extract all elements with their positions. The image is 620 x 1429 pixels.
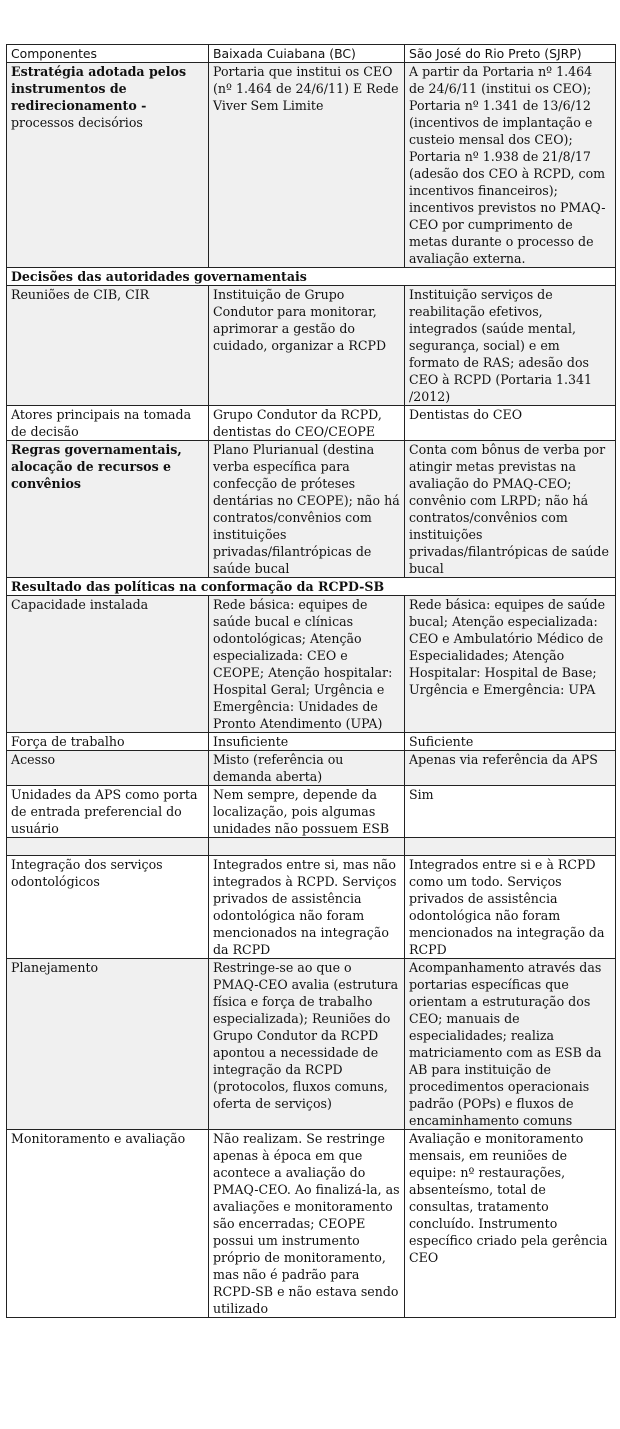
cell-bc: Rede básica: equipes de saúde bucal e clínicas odontológicas; Atenção especializada: CEO e CEOPE; Atenção hospitalar: Hospital Geral; Urgência e Emergência: Unidades de Pronto Atendimento (UPA) [209, 596, 405, 733]
cell-sjrp: Rede básica: equipes de saúde bucal; Atenção especializada: CEO e Ambulatório Médico de Especialidades; Atenção Hospitalar: Hospital de Base; Urgência e Emergência: UPA [405, 596, 616, 733]
table-row [7, 856, 616, 959]
cell-sjrp: Dentistas do CEO [405, 406, 616, 441]
row-label: Regras governamentais, alocação de recursos e convênios [7, 441, 209, 578]
row-label-rest: processos decisórios [11, 115, 143, 130]
cell-sjrp: Acompanhamento através das portarias específicas que orientam a estruturação dos CEO; manuais de especialidades; realiza matriciamento com as ESB da AB para instituição de procedimentos operacionais padrão (POPs) e fluxos de encaminhamento comuns [405, 959, 616, 1130]
cell-sjrp [405, 838, 616, 856]
comparison-table [6, 44, 616, 1318]
row-label: Integração dos serviços odontológicos [7, 856, 209, 959]
row-label: Acesso [7, 751, 209, 786]
table-row [7, 441, 616, 578]
cell-sjrp: Apenas via referência da APS [405, 751, 616, 786]
table-row [7, 63, 616, 268]
cell-bc: Nem sempre, depende da localização, pois algumas unidades não possuem ESB [209, 786, 405, 838]
row-label [7, 838, 209, 856]
cell-bc: Insuficiente [209, 733, 405, 751]
table-row [7, 786, 616, 838]
empty-row [7, 838, 616, 856]
table-row [7, 959, 616, 1130]
row-label: Atores principais na tomada de decisão [7, 406, 209, 441]
cell-sjrp: Integrados entre si e à RCPD como um todo. Serviços privados de assistência odontológica não foram mencionados na integração da RCPD [405, 856, 616, 959]
cell-bc: Portaria que institui os CEO (nº 1.464 de 24/6/11) E Rede Viver Sem Limite [209, 63, 405, 268]
cell-bc [209, 838, 405, 856]
cell-sjrp: Avaliação e monitoramento mensais, em reuniões de equipe: nº restaurações, absenteísmo, total de consultas, tratamento concluído. Instrumento específico criado pela gerência CEO [405, 1130, 616, 1318]
table-row [7, 596, 616, 733]
row-label: Planejamento [7, 959, 209, 1130]
row-label: Unidades da APS como porta de entrada preferencial do usuário [7, 786, 209, 838]
table-row [7, 751, 616, 786]
section-row [7, 268, 616, 286]
cell-bc: Misto (referência ou demanda aberta) [209, 751, 405, 786]
table-row [7, 406, 616, 441]
cell-bc: Não realizam. Se restringe apenas à época em que acontece a avaliação do PMAQ-CEO. Ao finalizá-la, as avaliações e monitoramento são encerradas; CEOPE possui um instrumento próprio de monitoramento, mas não é padrão para RCPD-SB e não estava sendo utilizado [209, 1130, 405, 1318]
header-baixada-cuiabana: Baixada Cuiabana (BC) [209, 45, 405, 63]
cell-bc: Restringe-se ao que o PMAQ-CEO avalia (estrutura física e força de trabalho especializada); Reuniões do Grupo Condutor da RCPD apontou a necessidade de integração da RCPD (protocolos, fluxos comuns, oferta de serviços) [209, 959, 405, 1130]
section-title: Decisões das autoridades governamentais [7, 268, 616, 286]
table-row [7, 1130, 616, 1318]
section-title: Resultado das políticas na conformação da RCPD-SB [7, 578, 616, 596]
cell-bc: Integrados entre si, mas não integrados à RCPD. Serviços privados de assistência odontológica não foram mencionados na integração da RCPD [209, 856, 405, 959]
section-row [7, 578, 616, 596]
cell-bc: Instituição de Grupo Condutor para monitorar, aprimorar a gestão do cuidado, organizar a RCPD [209, 286, 405, 406]
row-label: Força de trabalho [7, 733, 209, 751]
row-label: Monitoramento e avaliação [7, 1130, 209, 1318]
cell-sjrp: Suficiente [405, 733, 616, 751]
row-label: Reuniões de CIB, CIR [7, 286, 209, 406]
table-header-row [7, 45, 616, 63]
table-row [7, 286, 616, 406]
row-label: Capacidade instalada [7, 596, 209, 733]
cell-sjrp: Sim [405, 786, 616, 838]
row-label [7, 63, 209, 268]
table-row [7, 733, 616, 751]
cell-sjrp: A partir da Portaria nº 1.464 de 24/6/11 (institui os CEO); Portaria nº 1.341 de 13/6/12 (incentivos de implantação e custeio mensal dos CEO); Portaria nº 1.938 de 21/8/17 (adesão dos CEO à RCPD, com incentivos financeiros); incentivos previstos no PMAQ-CEO por cumprimento de metas durante o processo de avaliação externa. [405, 63, 616, 268]
cell-bc: Grupo Condutor da RCPD, dentistas do CEO/CEOPE [209, 406, 405, 441]
header-sao-jose-rio-preto: São José do Rio Preto (SJRP) [405, 45, 616, 63]
cell-sjrp: Instituição serviços de reabilitação efetivos, integrados (saúde mental, segurança, social) e em formato de RAS; adesão dos CEO à RCPD (Portaria 1.341 /2012) [405, 286, 616, 406]
row-label-bold: Estratégia adotada pelos instrumentos de redirecionamento - [11, 64, 187, 113]
cell-bc: Plano Plurianual (destina verba específica para confecção de próteses dentárias no CEOPE); não há contratos/convênios com instituições privadas/filantrópicas de saúde bucal [209, 441, 405, 578]
header-componentes: Componentes [7, 45, 209, 63]
cell-sjrp: Conta com bônus de verba por atingir metas previstas na avaliação do PMAQ-CEO; convênio com LRPD; não há contratos/convênios com instituições privadas/filantrópicas de saúde bucal [405, 441, 616, 578]
